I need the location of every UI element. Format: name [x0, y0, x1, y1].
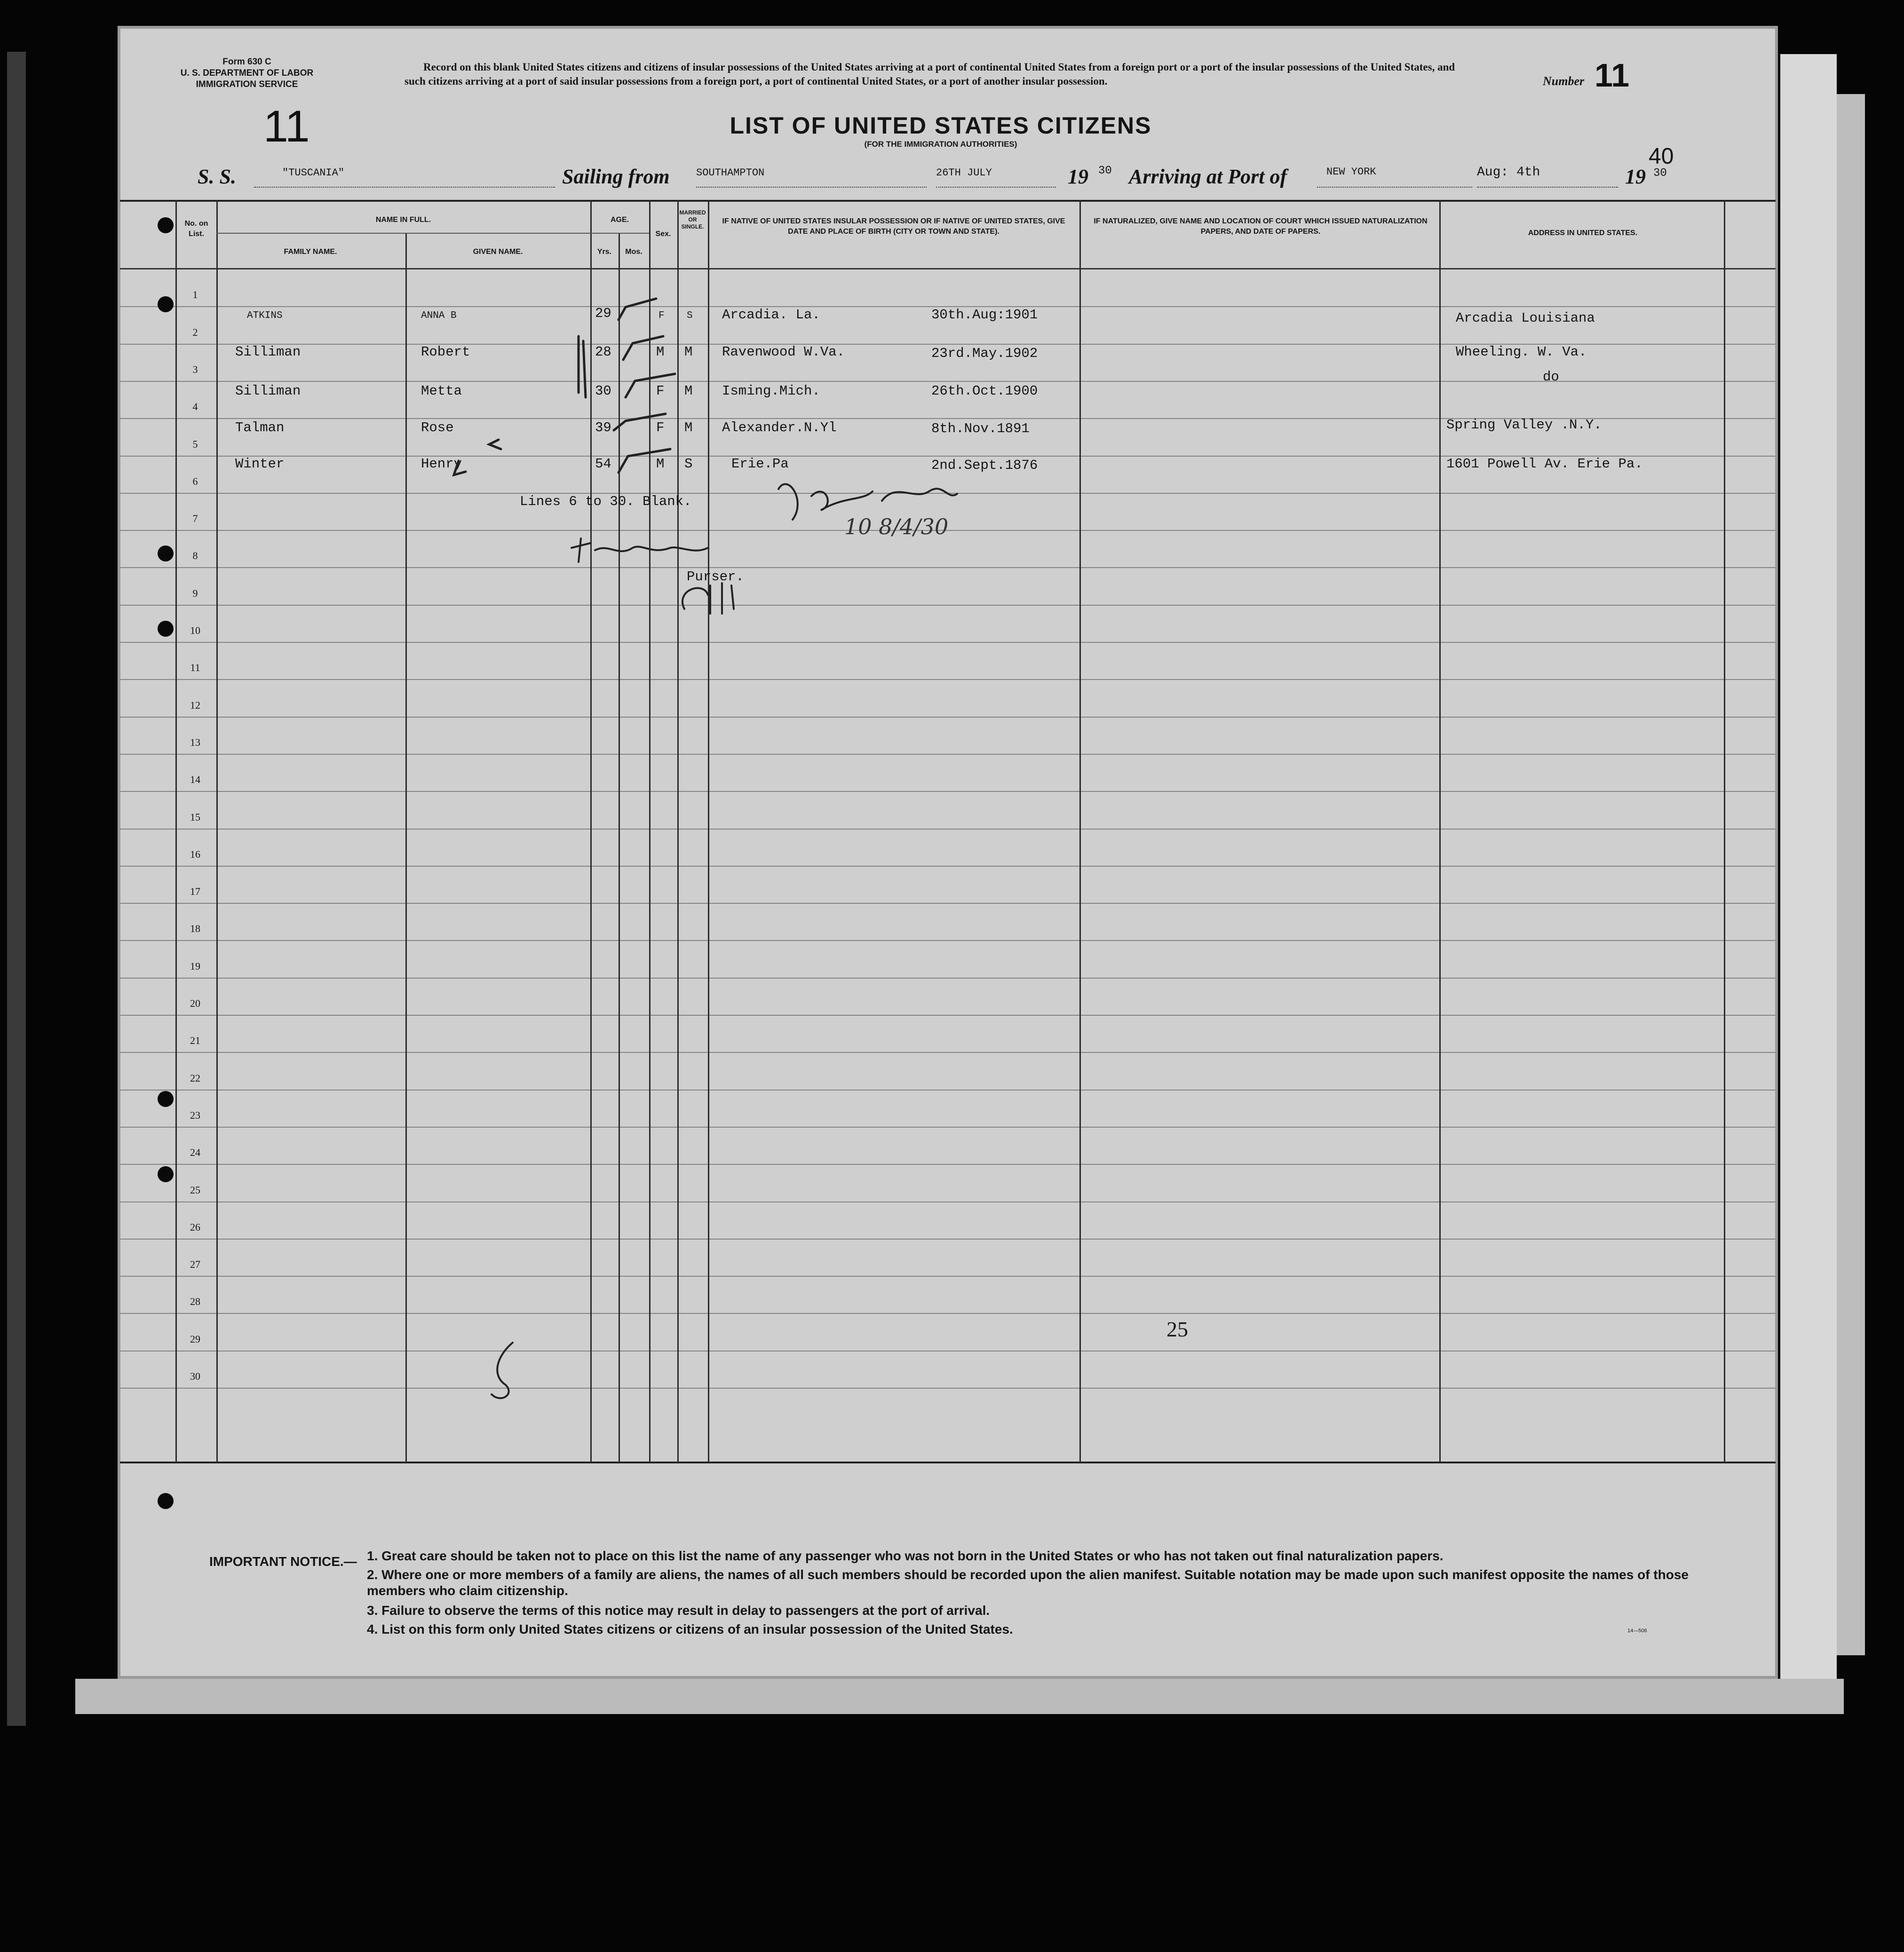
check-mark-4 [614, 414, 666, 430]
row-5-given: Henry [421, 456, 462, 472]
arrival-date-field [1477, 165, 1618, 188]
col-header-family: FAMILY NAME. [284, 248, 337, 256]
arrival-year-prefix: 19 [1625, 165, 1646, 188]
arriving-label: Arriving at Port of [1129, 165, 1287, 188]
row-number: 14 [190, 774, 200, 786]
page-edge-right-under [1837, 94, 1865, 1655]
row-2-dob: 23rd.May.1902 [931, 346, 1038, 361]
row-4-dob: 8th.Nov.1891 [931, 421, 1030, 436]
service-name: IMMIGRATION SERVICE [196, 79, 298, 89]
row-4-given: Rose [421, 420, 454, 435]
arrival-year: 30 [1653, 167, 1667, 180]
check-mark-1 [619, 299, 656, 320]
pen-mark-henry [454, 461, 466, 475]
binding-hole [158, 1091, 174, 1107]
initials [682, 583, 734, 614]
sailing-year: 30 [1098, 165, 1112, 177]
ss-label: S. S. [198, 165, 236, 188]
row-3-family: Silliman [235, 383, 301, 399]
row-number: 25 [190, 1184, 200, 1196]
row-5-yrs: 54 [595, 456, 611, 472]
form-number: Form 630 C [222, 57, 271, 67]
row-number: 27 [190, 1258, 200, 1271]
row-number: 16 [190, 848, 200, 860]
ink-marks [120, 200, 1776, 1470]
row-number: 18 [190, 923, 200, 935]
pen-stroke-1 [583, 341, 586, 397]
row-5-sex: M [656, 456, 665, 472]
page-edge-right [1780, 54, 1837, 1679]
row-3-yrs: 30 [595, 383, 611, 399]
intro-text: Record on this blank United States citizens and citizens of insular possessions of the United States arriving at a port of continental United States from a foreign port or a port of the insular possessions of the United States, and such citizens arriving at a port of said insular possessions from a foreign port, a port of continental United States, or a port of another insular possession. [405, 61, 1455, 87]
row-1-ms: S [687, 310, 693, 321]
row-number: 15 [190, 811, 200, 823]
sailing-label: Sailing from [562, 165, 670, 188]
row-number: 19 [190, 960, 200, 972]
manifest-table [120, 200, 1776, 1470]
footer-code: 14—506 [1627, 1628, 1647, 1634]
row-number: 28 [190, 1296, 200, 1308]
sailing-port: SOUTHAMPTON [696, 167, 765, 179]
row-1-given: ANNA B [421, 310, 457, 321]
notice-item-3: 3. Failure to observe the terms of this notice may result in delay to passengers at the port of arrival. [367, 1603, 990, 1618]
row-number: 12 [190, 699, 200, 711]
folio-number: 25 [1166, 1317, 1188, 1341]
row-5-family: Winter [235, 456, 285, 472]
col-header-native: IF NATIVE OF UNITED STATES INSULAR POSSESSION OR IF NATIVE OF UNITED STATES, GIVE DATE AND PLACE OF BIRTH (CITY OR TOWN AND STATE). [722, 217, 1065, 236]
notice-heading: IMPORTANT NOTICE.— [209, 1554, 357, 1569]
binding-hole [158, 217, 174, 233]
sailing-year-prefix: 19 [1068, 165, 1088, 188]
col-header-address: ADDRESS IN UNITED STATES. [1528, 229, 1638, 237]
col-header-yrs: Yrs. [597, 248, 612, 256]
row-3-place: Isming.Mich. [722, 383, 820, 399]
row-4-place: Alexander.N.Yl [722, 420, 837, 435]
notice-item-4: 4. List on this form only United States citizens or citizens of an insular possession of the United States. [367, 1622, 1013, 1636]
row-3-ms: M [684, 383, 693, 399]
col-header-married: MARRIED OR SINGLE. [679, 209, 706, 230]
row-number: 6 [192, 475, 198, 487]
inspector-signature [778, 484, 957, 520]
row-number: 5 [192, 438, 198, 450]
col-header-no: No. on List. [184, 220, 208, 238]
row-number: 3 [192, 363, 198, 375]
row-2-family: Silliman [235, 344, 301, 360]
arrival-port: NEW YORK [1326, 166, 1376, 178]
form-identifier [141, 56, 353, 90]
row-1-place: Arcadia. La. [722, 307, 820, 323]
row-number: 20 [190, 997, 200, 1009]
number-label: Number [1543, 74, 1585, 88]
row-2-sex: M [656, 344, 665, 360]
binding-hole [158, 1166, 174, 1182]
row-1-address: Arcadia Louisiana [1456, 310, 1595, 326]
notice-item-1: 1. Great care should be taken not to place on this list the name of any passenger who was not born in the United States or who has not taken out final naturalization papers. [367, 1549, 1444, 1563]
blank-lines-note: Lines 6 to 30. Blank. [520, 494, 692, 509]
row-number: 26 [190, 1221, 200, 1233]
page-annotation: 40 [1649, 144, 1674, 169]
row-2-given: Robert [421, 344, 470, 360]
row-4-sex: F [656, 420, 665, 435]
sailing-date-field [936, 167, 1056, 188]
number-value: 11 [1595, 57, 1629, 94]
check-mark-3 [626, 374, 675, 397]
row-3-given: Metta [421, 383, 462, 399]
binding-hole [158, 1493, 174, 1509]
row-2-ms: M [684, 344, 693, 360]
row-2-address: Wheeling. W. Va. [1456, 344, 1587, 360]
row-number: 29 [190, 1333, 200, 1345]
row-1-family: ATKINS [247, 310, 283, 321]
row-1-dob: 30th.Aug:1901 [931, 307, 1038, 323]
page-subtitle: (FOR THE IMMIGRATION AUTHORITIES) [864, 140, 1017, 149]
ship-name: "TUSCANIA" [282, 167, 345, 179]
page-title: LIST OF UNITED STATES CITIZENS [730, 112, 1152, 139]
col-header-name: NAME IN FULL. [375, 216, 431, 224]
purser-label: Purser. [687, 569, 744, 585]
handwritten-number: 11 [263, 102, 310, 151]
row-number: 9 [192, 587, 198, 599]
row-number: 7 [192, 513, 198, 525]
col-header-mos: Mos. [625, 248, 643, 256]
row-4-family: Talman [235, 420, 285, 435]
row-1-yrs: 29 [595, 306, 611, 321]
purser-signature [571, 538, 708, 562]
row-3-sex: F [656, 383, 665, 399]
row-3-address: do [1543, 369, 1559, 385]
col-header-age: AGE. [610, 216, 629, 224]
row-4-address: Spring Valley .N.Y. [1446, 417, 1602, 433]
sailing-date: 26TH JULY [936, 167, 992, 179]
row-number: 10 [190, 624, 200, 636]
row-4-yrs: 39 [595, 420, 611, 435]
row-3-dob: 26th.Oct.1900 [931, 383, 1038, 399]
row-number: 1 [192, 289, 198, 301]
sailing-port-field [696, 167, 927, 188]
row-4-ms: M [684, 420, 693, 435]
row-number: 4 [192, 401, 198, 413]
row-2-place: Ravenwood W.Va. [722, 344, 845, 360]
row-number: 23 [190, 1109, 200, 1121]
pen-mark-rose [489, 440, 501, 449]
row-1-sex: F [658, 310, 665, 321]
binding-hole [158, 296, 174, 312]
check-mark-2 [623, 336, 663, 360]
row-number: 2 [192, 326, 198, 338]
row-5-dob: 2nd.Sept.1876 [931, 458, 1038, 473]
page-edge-left [7, 52, 26, 1726]
row-2-yrs: 28 [595, 344, 611, 360]
binding-hole [158, 621, 174, 637]
binding-hole [158, 545, 174, 561]
row-number: 11 [190, 662, 200, 674]
row-number: 30 [190, 1370, 200, 1382]
ship-field [254, 167, 555, 188]
arrival-port-field [1317, 166, 1472, 188]
row-number: 22 [190, 1072, 200, 1084]
col-header-sex: Sex. [655, 230, 671, 238]
pen-mark-bottom [492, 1343, 513, 1398]
row-number: 21 [190, 1035, 200, 1047]
check-mark-5 [619, 449, 670, 473]
col-header-naturalized: IF NATURALIZED, GIVE NAME AND LOCATION OF COURT WHICH ISSUED NATURALIZATION PAPERS, AND DATE OF PAPERS. [1094, 217, 1428, 236]
row-5-ms: S [684, 456, 693, 472]
arrival-date: Aug: 4th [1477, 165, 1540, 180]
col-header-given: GIVEN NAME. [473, 248, 523, 256]
notice-item-2: 2. Where one or more members of a family are aliens, the names of all such members should be recorded upon the alien manifest. Suitable notation may be made upon such manifest opposite the names of those members who claim citizenship. [367, 1567, 1689, 1598]
row-5-place: Erie.Pa [731, 456, 789, 472]
row-number: 17 [190, 885, 200, 898]
row-5-address: 1601 Powell Av. Erie Pa. [1446, 456, 1643, 472]
row-number: 8 [192, 550, 198, 562]
row-number: 13 [190, 736, 200, 748]
department-name: U. S. DEPARTMENT OF LABOR [180, 68, 314, 78]
handwritten-date: 10 8/4/30 [844, 514, 949, 539]
row-number: 24 [190, 1146, 200, 1159]
page-edge-bottom [75, 1679, 1844, 1714]
